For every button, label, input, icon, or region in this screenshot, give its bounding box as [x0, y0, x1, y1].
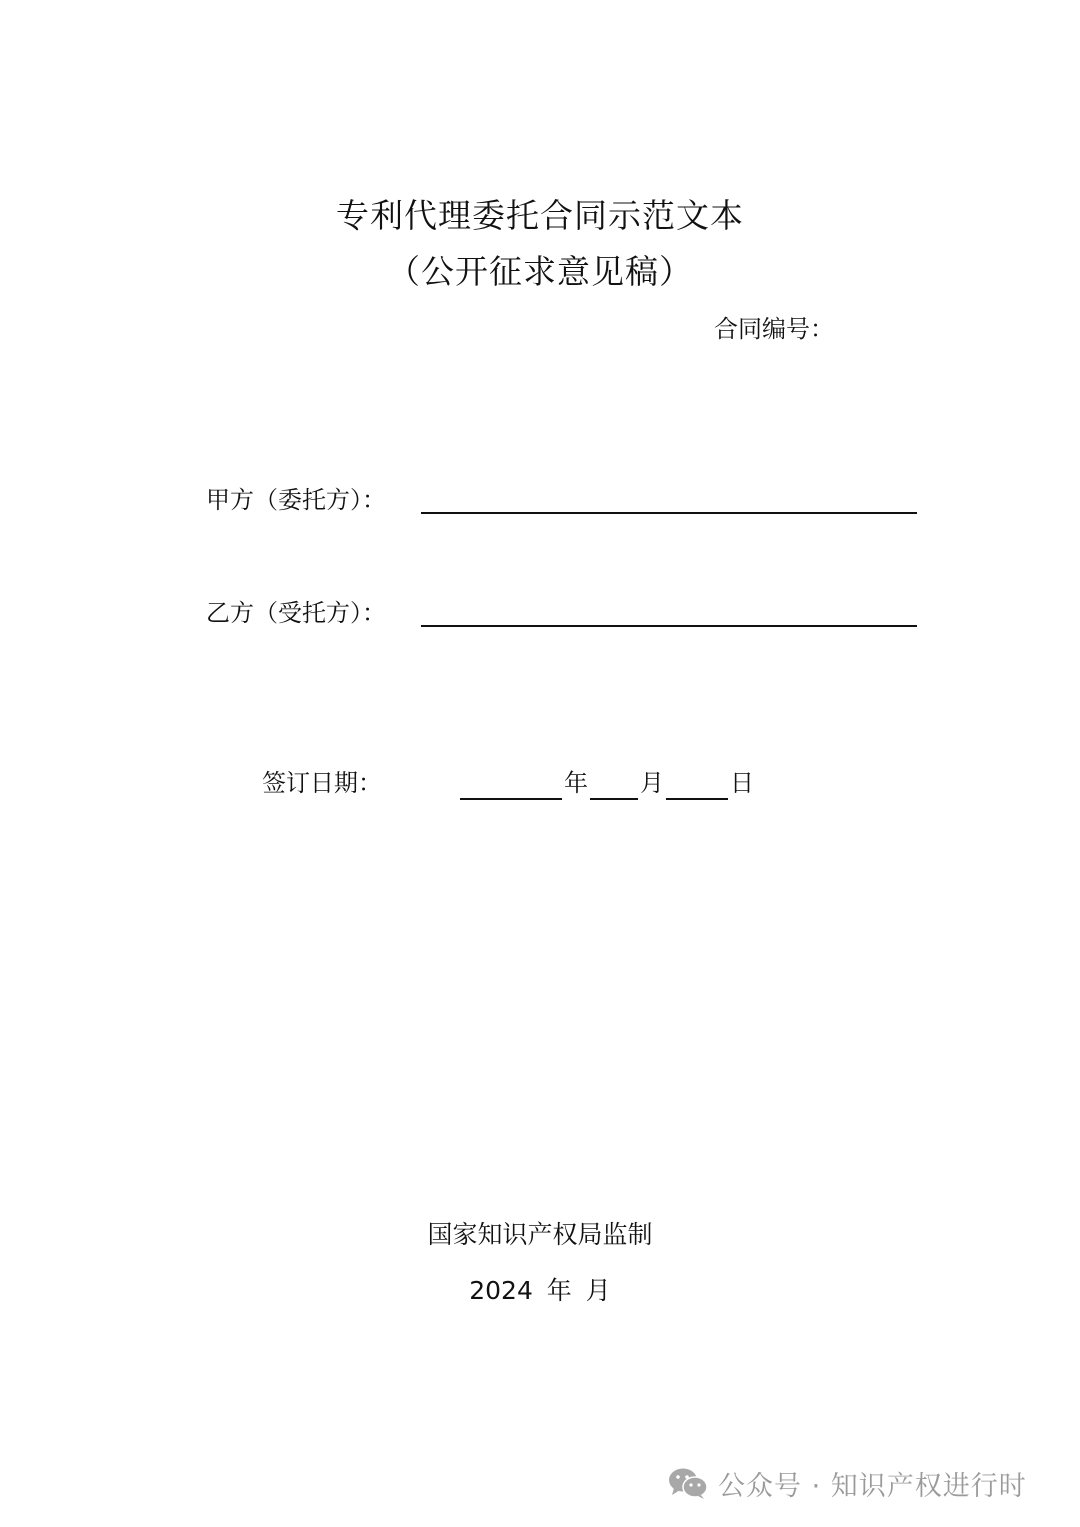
document-title: 专利代理委托合同示范文本: [336, 196, 744, 235]
day-unit: 日: [730, 769, 754, 797]
month-unit: 月: [640, 769, 664, 797]
wechat-icon: [668, 1466, 708, 1500]
party-b-label: 乙方（受托方）：: [206, 599, 386, 627]
party-b-blank-line: [421, 625, 917, 627]
party-a-blank-line: [421, 512, 917, 514]
issuer: 国家知识产权局监制: [427, 1220, 653, 1249]
year-blank: [460, 768, 562, 800]
contract-number-label: 合同编号：: [714, 315, 834, 343]
day-blank: [666, 768, 728, 800]
month-blank: [590, 768, 638, 800]
year-unit: 年: [564, 769, 588, 797]
watermark: [668, 1463, 1027, 1503]
document-subtitle: （公开征求意见稿）: [387, 252, 693, 291]
signing-date-fields: [460, 766, 756, 800]
issue-date: 2024 年 月: [469, 1276, 611, 1305]
party-a-label: 甲方（委托方）：: [206, 486, 386, 514]
watermark-text: 公众号 · 知识产权进行时: [718, 1470, 1027, 1502]
signing-date-label: 签订日期：: [262, 769, 382, 797]
